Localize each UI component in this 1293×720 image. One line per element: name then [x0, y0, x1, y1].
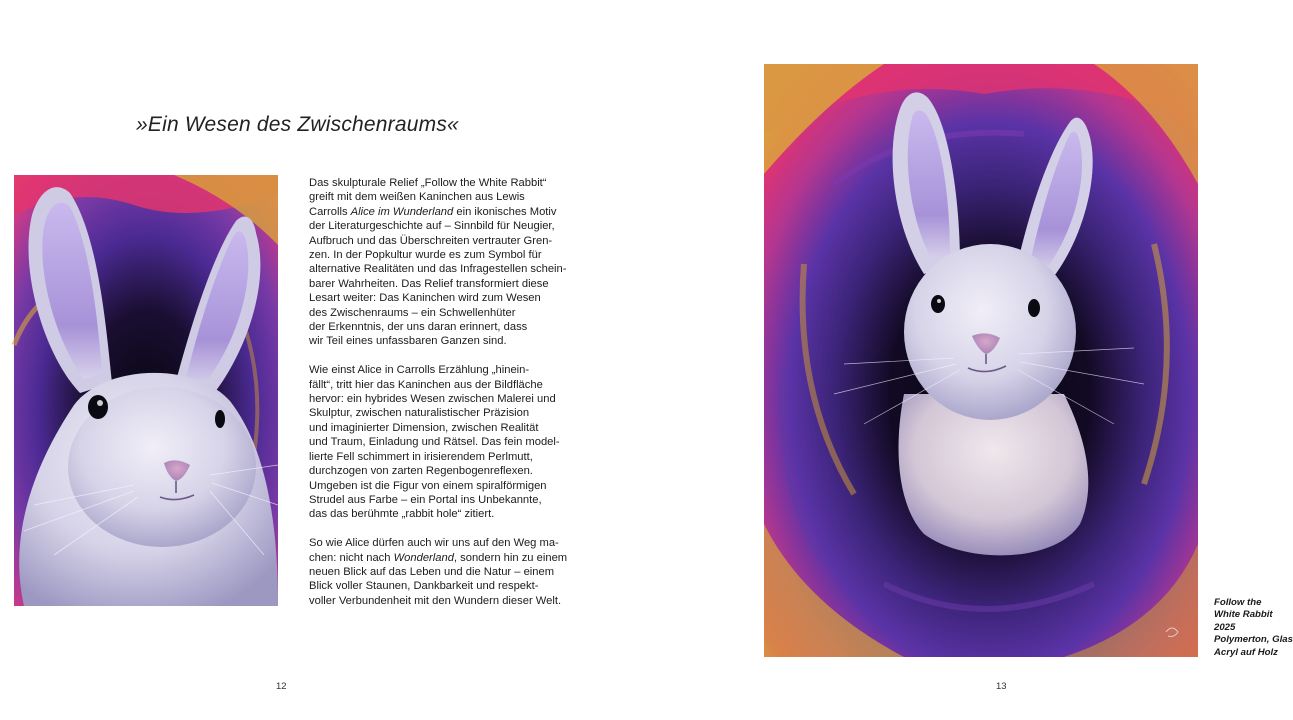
text-line: der Erkenntnis, der uns daran erinnert, dass — [309, 321, 528, 334]
text-line: zen. In der Popkultur wurde es zum Symbol für — [309, 249, 542, 262]
caption-material-line: Polymerton, Glas — [1214, 634, 1293, 646]
paragraph-1 — [309, 176, 599, 349]
text-segment: ein ikonisches Motiv — [453, 205, 557, 218]
text-line: Aufbruch und das Überschreiten vertrauter Gren- — [309, 234, 553, 247]
text-line: fällt“, tritt hier das Kaninchen aus der Bildfläche — [309, 378, 543, 391]
text-line: greift mit dem weißen Kaninchen aus Lewis — [309, 191, 525, 204]
caption-title-line: White Rabbit — [1214, 609, 1273, 621]
left-page — [0, 0, 640, 720]
text-line: das das berühmte „rabbit hole“ zitiert. — [309, 508, 495, 521]
text-line: voller Verbundenheit mit den Wundern dieser Welt. — [309, 594, 562, 607]
text-line: wir Teil eines unfassbaren Ganzen sind. — [309, 335, 507, 348]
page-number-right: 13 — [996, 681, 1007, 692]
text-line: barer Wahrheiten. Das Relief transformiert diese — [309, 277, 549, 290]
text-line: des Zwischenraums – ein Schwellenhüter — [309, 306, 516, 319]
text-line: Skulptur, zwischen naturalistischer Präzision — [309, 407, 530, 420]
artwork-image-detail — [14, 175, 278, 606]
text-line: neuen Blick auf das Leben und die Natur – einem — [309, 565, 555, 578]
book-title-italic: Alice im Wunderland — [350, 205, 454, 218]
text-line — [309, 551, 599, 565]
text-line: Lesart weiter: Das Kaninchen wird zum Wesen — [309, 292, 541, 305]
caption-material-line: Acryl auf Holz — [1214, 646, 1278, 658]
text-line: Wie einst Alice in Carrolls Erzählung „hinein- — [309, 364, 530, 377]
text-segment: , sondern hin zu einem — [453, 551, 568, 564]
text-line: Strudel aus Farbe – ein Portal ins Unbekannte, — [309, 493, 542, 506]
artwork-caption — [1214, 597, 1293, 659]
text-line: lierte Fell schimmert in irisierendem Perlmutt, — [309, 450, 533, 463]
body-text — [309, 176, 599, 623]
page-number-left: 12 — [276, 681, 287, 692]
wonderland-italic: Wonderland — [393, 551, 454, 564]
paragraph-3 — [309, 536, 599, 608]
text-segment: chen: nicht nach — [309, 551, 394, 564]
text-line: Blick voller Staunen, Dankbarkeit und respekt- — [309, 580, 539, 593]
text-line: Das skulpturale Relief „Follow the White Rabbit“ — [309, 177, 547, 189]
text-line: hervor: ein hybrides Wesen zwischen Malerei und — [309, 393, 556, 406]
caption-year: 2025 — [1214, 621, 1236, 633]
text-line: durchzogen von zarten Regenbogenreflexen. — [309, 465, 533, 478]
text-line: und Traum, Einladung und Rätsel. Das fein model- — [309, 436, 560, 449]
caption-title-line: Follow the — [1214, 597, 1262, 608]
text-line: So wie Alice dürfen auch wir uns auf den Weg ma- — [309, 537, 559, 550]
text-line: alternative Realitäten und das Infragestellen schein- — [309, 263, 567, 276]
text-segment: Carrolls — [309, 205, 351, 218]
text-line: Umgeben ist die Figur von einem spiralförmigen — [309, 479, 547, 492]
text-line — [309, 205, 599, 219]
page-title: »Ein Wesen des Zwischenraums« — [136, 113, 459, 136]
text-line: der Literaturgeschichte auf – Sinnbild für Neugier, — [309, 220, 555, 233]
text-line: und imaginierter Dimension, zwischen Realität — [309, 421, 539, 434]
artwork-image-full — [764, 64, 1198, 657]
paragraph-2 — [309, 363, 599, 521]
